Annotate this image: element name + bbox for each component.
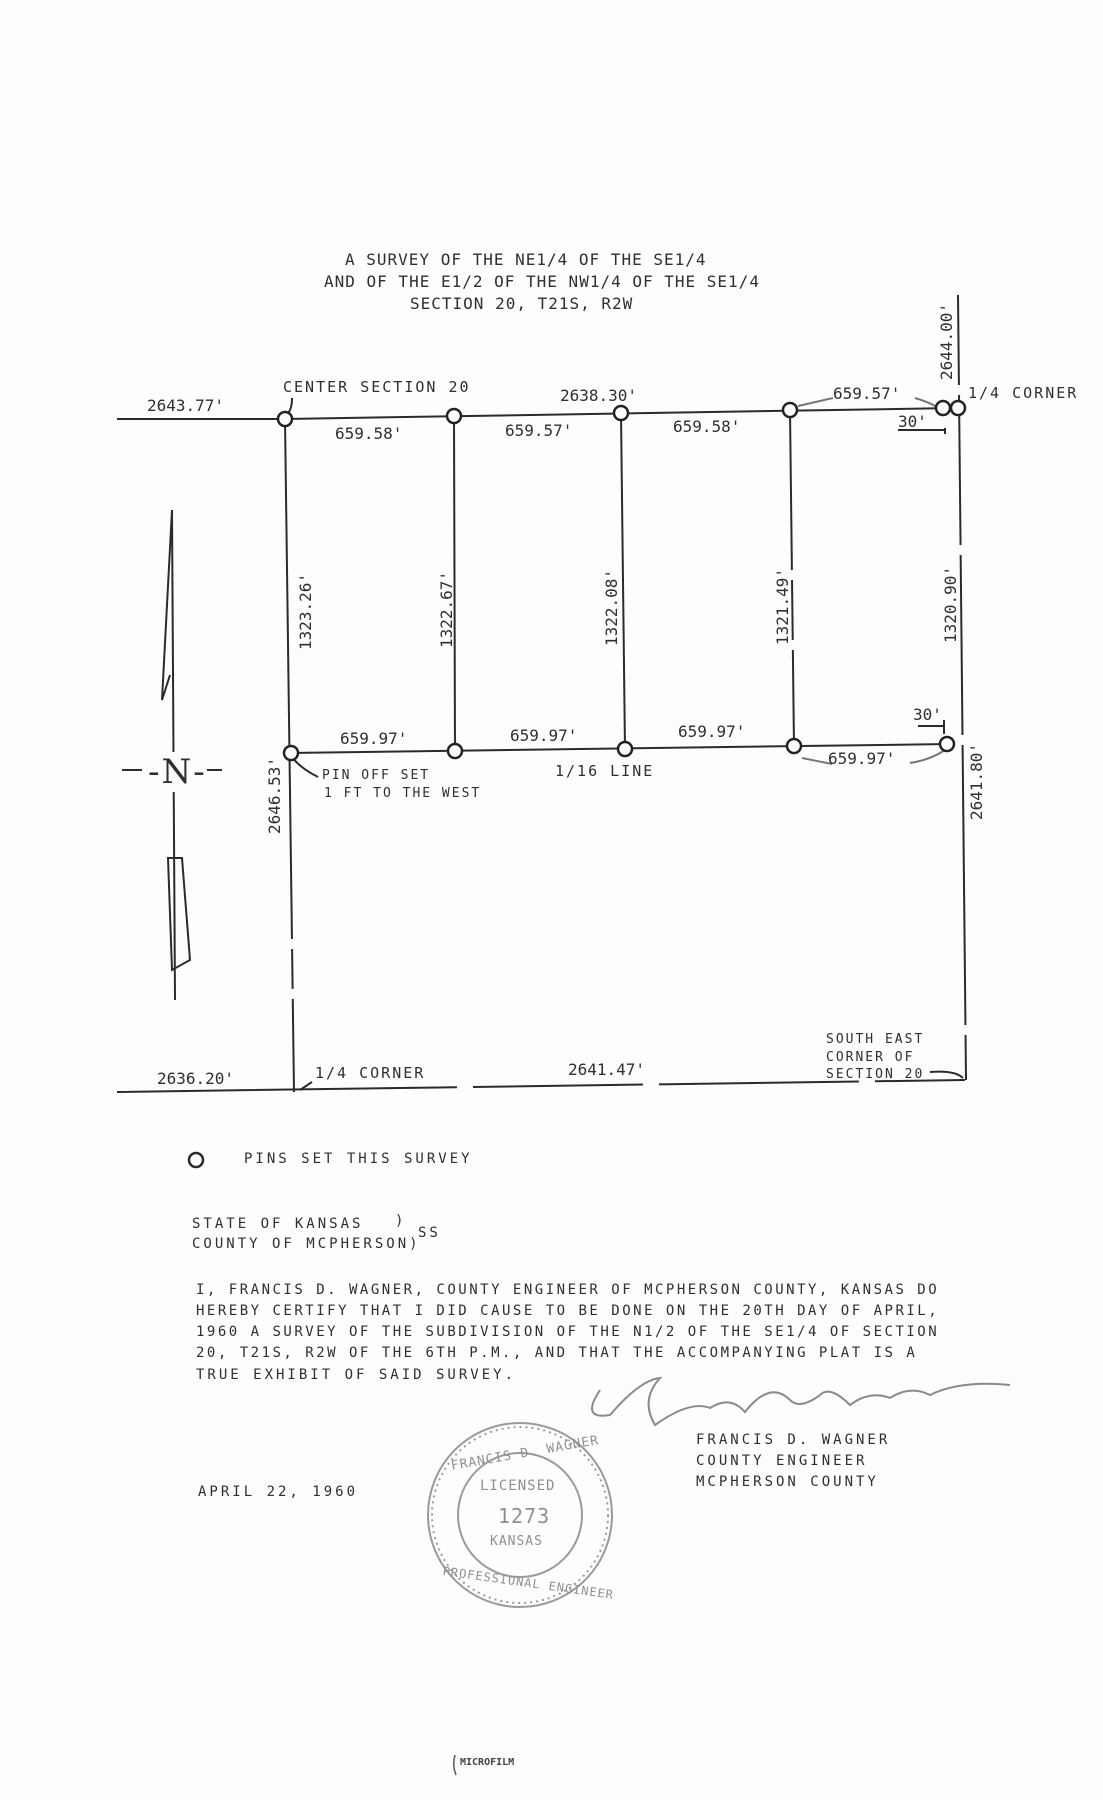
pin-mid-5: [940, 737, 954, 751]
dim-vert-2: 1322.67': [437, 570, 456, 648]
label-pin-offset-1: PIN OFF SET: [322, 768, 431, 783]
north-arrow-label: -N-: [148, 752, 207, 792]
label-se-corner-3: SECTION 20: [826, 1067, 925, 1082]
label-sixteenth-line: 1/16 LINE: [555, 762, 655, 780]
legend-text: PINS SET THIS SURVEY: [244, 1151, 473, 1167]
leader-pin-offset: [292, 757, 318, 777]
dim-vert-5: 1320.90': [941, 565, 960, 643]
dim-bottom-total: 2641.47': [568, 1060, 646, 1079]
pin-quarter-corner: [951, 401, 965, 415]
pin-top-4: [783, 403, 797, 417]
signer-title: COUNTY ENGINEER: [696, 1453, 868, 1469]
seal-name: FRANCIS D. WAGNER: [449, 1433, 601, 1474]
pin-mid-3: [618, 742, 632, 756]
signer-county: MCPHERSON COUNTY: [696, 1474, 879, 1490]
label-se-corner-2: CORNER OF: [826, 1050, 915, 1065]
seal-state: KANSAS: [490, 1534, 543, 1549]
seal-licensed: LICENSED: [480, 1478, 556, 1494]
dim-mid-seg-3: 659.97': [678, 722, 746, 741]
document-date: APRIL 22, 1960: [198, 1484, 359, 1500]
cert-line-4: 20, T21S, R2W OF THE 6TH P.M., AND THAT THE ACCOMPANYING PLAT IS A: [196, 1345, 918, 1361]
pin-mid-2: [448, 744, 462, 758]
vert-line-2: [621, 413, 625, 750]
dim-mid-seg-2: 659.97': [510, 726, 578, 745]
label-se-corner-1: SOUTH EAST: [826, 1032, 925, 1047]
dim-top-total: 2638.30': [560, 386, 638, 405]
microfilm-stamp: MICROFILM: [460, 1757, 515, 1768]
venue-county: COUNTY OF MCPHERSON): [192, 1236, 421, 1252]
pin-center-section: [278, 412, 292, 426]
label-pin-offset-2: 1 FT TO THE WEST: [324, 786, 482, 801]
label-quarter-corner-sw: 1/4 CORNER: [315, 1064, 426, 1082]
dim-vert-1: 1323.26': [296, 572, 315, 650]
dim-east-upper: 2644.00': [937, 302, 956, 380]
dim-top-seg-4: 659.57': [833, 384, 901, 403]
dim-top-west: 2643.77': [147, 396, 225, 415]
dim-east-lower: 2641.80': [967, 742, 986, 820]
title-line-3: SECTION 20, T21S, R2W: [410, 294, 634, 313]
label-quarter-corner-ne: 1/4 CORNER: [968, 384, 1079, 402]
dim-top-seg-3: 659.58': [673, 417, 741, 436]
cert-line-3: 1960 A SURVEY OF THE SUBDIVISION OF THE N1/2 OF THE SE1/4 OF SECTION: [196, 1324, 940, 1340]
seal-profession: PROFESSIONAL ENGINEER: [441, 1564, 615, 1602]
leader-ne-pin: [798, 398, 833, 406]
pin-top-3: [614, 406, 628, 420]
north-arrow-lower: [168, 858, 190, 970]
leader-mid-corner: [910, 750, 945, 763]
dim-mid-seg-1: 659.97': [340, 729, 408, 748]
dim-west-lower: 2646.53': [265, 756, 284, 834]
legend-pin-symbol: [189, 1153, 203, 1167]
dim-bottom-west: 2636.20': [157, 1069, 235, 1088]
cert-line-1: I, FRANCIS D. WAGNER, COUNTY ENGINEER OF MCPHERSON COUNTY, KANSAS DO: [196, 1282, 940, 1298]
pin-top-2: [447, 409, 461, 423]
title-line-1: A SURVEY OF THE NE1/4 OF THE SE1/4: [345, 250, 707, 269]
venue-paren: ): [395, 1213, 407, 1229]
signature-stroke: [592, 1378, 1010, 1425]
title-line-2: AND OF THE E1/2 OF THE NW1/4 OF THE SE1/4: [324, 272, 760, 291]
cert-line-2: HEREBY CERTIFY THAT I DID CAUSE TO BE DONE ON THE 20TH DAY OF APRIL,: [196, 1303, 940, 1319]
dim-mid-offset: 30': [913, 705, 942, 724]
dim-mid-seg-4: 659.97': [828, 749, 896, 768]
venue-ss: SS: [418, 1225, 441, 1241]
pin-top-5: [936, 401, 950, 415]
leader-se-corner: [930, 1072, 963, 1078]
dim-top-seg-1: 659.58': [335, 424, 403, 443]
venue-state: STATE OF KANSAS: [192, 1216, 364, 1232]
microfilm-mark: [454, 1755, 456, 1775]
dim-vert-3: 1322.08': [602, 568, 621, 646]
pin-mid-1: [284, 746, 298, 760]
dim-vert-4: 1321.49': [773, 567, 792, 645]
seal-number: 1273: [498, 1504, 551, 1528]
dim-top-seg-2: 659.57': [505, 421, 573, 440]
pin-mid-4: [787, 739, 801, 753]
dim-top-offset: 30': [898, 412, 927, 431]
signer-name: FRANCIS D. WAGNER: [696, 1432, 891, 1448]
cert-line-5: TRUE EXHIBIT OF SAID SURVEY.: [196, 1367, 517, 1383]
label-center-section: CENTER SECTION 20: [283, 378, 471, 396]
